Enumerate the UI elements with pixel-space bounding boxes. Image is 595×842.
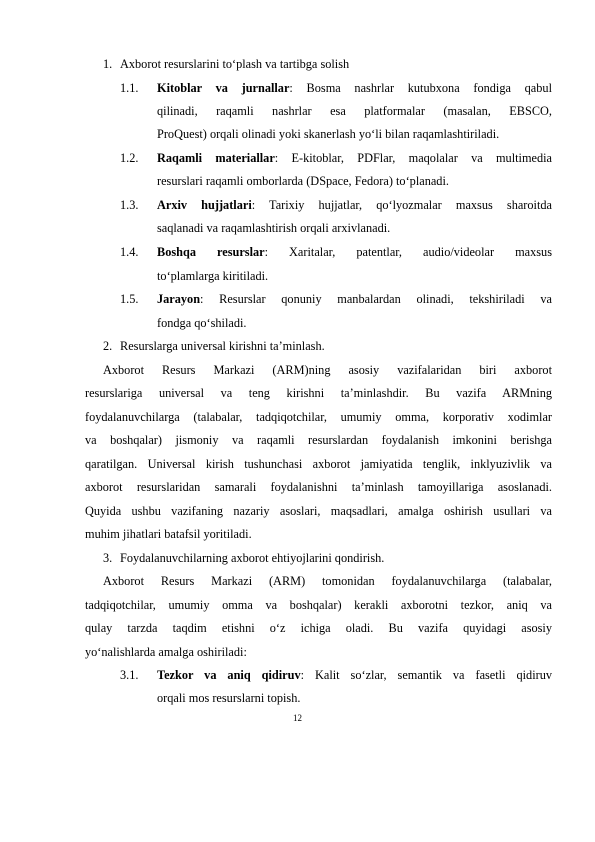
list-item-term: Boshqa resurslar — [157, 245, 265, 259]
list-item-line: Jarayon: Resurslar qonuniy manbalardan olinadi, tekshiriladi va — [157, 292, 552, 306]
list-item-term: Raqamli materiallar — [157, 151, 275, 165]
list-item-line: Tezkor va aniq qidiruv: Kalit so‘zlar, semantik va fasetli qidiruv — [157, 668, 553, 682]
page-number: 12 — [293, 713, 302, 723]
paragraph-line: va boshqalar) jismoniy va raqamli resurslardan foydalanish imkonini berishga — [85, 433, 552, 447]
list-number: 3. — [103, 551, 113, 565]
list-item-term: Arxiv hujjatlari — [157, 198, 252, 212]
list-item-line: to‘plamlarga kiritiladi. — [157, 269, 269, 283]
list-item-line: ProQuest) orqali olinadi yoki skanerlash yo‘li bilan raqamlashtiriladi. — [157, 127, 500, 141]
list-item-line: saqlanadi va raqamlashtirish orqali arxivlanadi. — [157, 221, 391, 235]
list-item-line: Arxiv hujjatlari: Tarixiy hujjatlar, qo‘lyozmalar maxsus sharoitda — [157, 198, 552, 212]
list-number: 1.1. — [120, 81, 139, 95]
paragraph-line: Axborot Resurs Markazi (ARM)ning asosiy vazifalaridan biri axborot — [103, 363, 552, 377]
list-item-line: fondga qo‘shiladi. — [157, 316, 247, 330]
list-item-line: resurslari raqamli omborlarda (DSpace, Fedora) to‘planadi. — [157, 174, 449, 188]
list-item-term: Jarayon — [157, 292, 201, 306]
list-item-line: Raqamli materiallar: E-kitoblar, PDFlar, maqolalar va multimedia — [157, 151, 552, 165]
list-number: 1.5. — [120, 292, 139, 306]
list-number: 2. — [103, 339, 113, 353]
paragraph-line: Quyida ushbu vazifaning nazariy asoslari, maqsadlari, amalga oshirish usullari va — [85, 504, 552, 518]
list-number: 1.3. — [120, 198, 139, 212]
paragraph-line: resurslariga universal va teng kirishni ta’minlashdir. Bu vazifa ARMning — [85, 386, 552, 400]
paragraph-line: yo‘nalishlarda amalga oshiriladi: — [85, 645, 247, 659]
section-heading: Foydalanuvchilarning axborot ehtiyojlarini qondirish. — [120, 551, 385, 565]
list-number: 3.1. — [120, 668, 139, 682]
section-heading: Resurslarga universal kirishni ta’minlash. — [120, 339, 325, 353]
paragraph-line: qulay tarzda taqdim etishni o‘z ichiga oladi. Bu vazifa quyidagi asosiy — [85, 621, 552, 635]
list-item-term: Tezkor va aniq qidiruv — [157, 668, 301, 682]
list-item-line: Boshqa resurslar: Xaritalar, patentlar, audio/videolar maxsus — [157, 245, 552, 259]
list-number: 1. — [103, 57, 113, 71]
paragraph-line: qaratilgan. Universal kirish tushunchasi axborot jamiyatida tenglik, inklyuzivlik va — [85, 457, 552, 471]
section-heading: Axborot resurslarini to‘plash va tartibga solish — [120, 57, 350, 71]
list-number: 1.2. — [120, 151, 139, 165]
paragraph-line: foydalanuvchilarga (talabalar, tadqiqotchilar, umumiy omma, korporativ xodimlar — [85, 410, 552, 424]
paragraph-line: Axborot Resurs Markazi (ARM) tomonidan foydalanuvchilarga (talabalar, — [103, 574, 552, 588]
list-item-line: Kitoblar va jurnallar: Bosma nashrlar kutubxona fondiga qabul — [157, 81, 552, 95]
paragraph-line: muhim jihatlari batafsil yoritiladi. — [85, 527, 252, 541]
list-item-term: Kitoblar va jurnallar — [157, 81, 290, 95]
list-number: 1.4. — [120, 245, 139, 259]
list-item-line: qilinadi, raqamli nashrlar esa platformalar (masalan, EBSCO, — [157, 104, 552, 118]
paragraph-line: axborot resurslaridan samarali foydalanishni ta’minlash tamoyillariga asoslanadi. — [85, 480, 552, 494]
list-item-line: orqali mos resurslarni topish. — [157, 691, 301, 705]
paragraph-line: tadqiqotchilar, umumiy omma va boshqalar) kerakli axborotni tezkor, aniq va — [85, 598, 552, 612]
